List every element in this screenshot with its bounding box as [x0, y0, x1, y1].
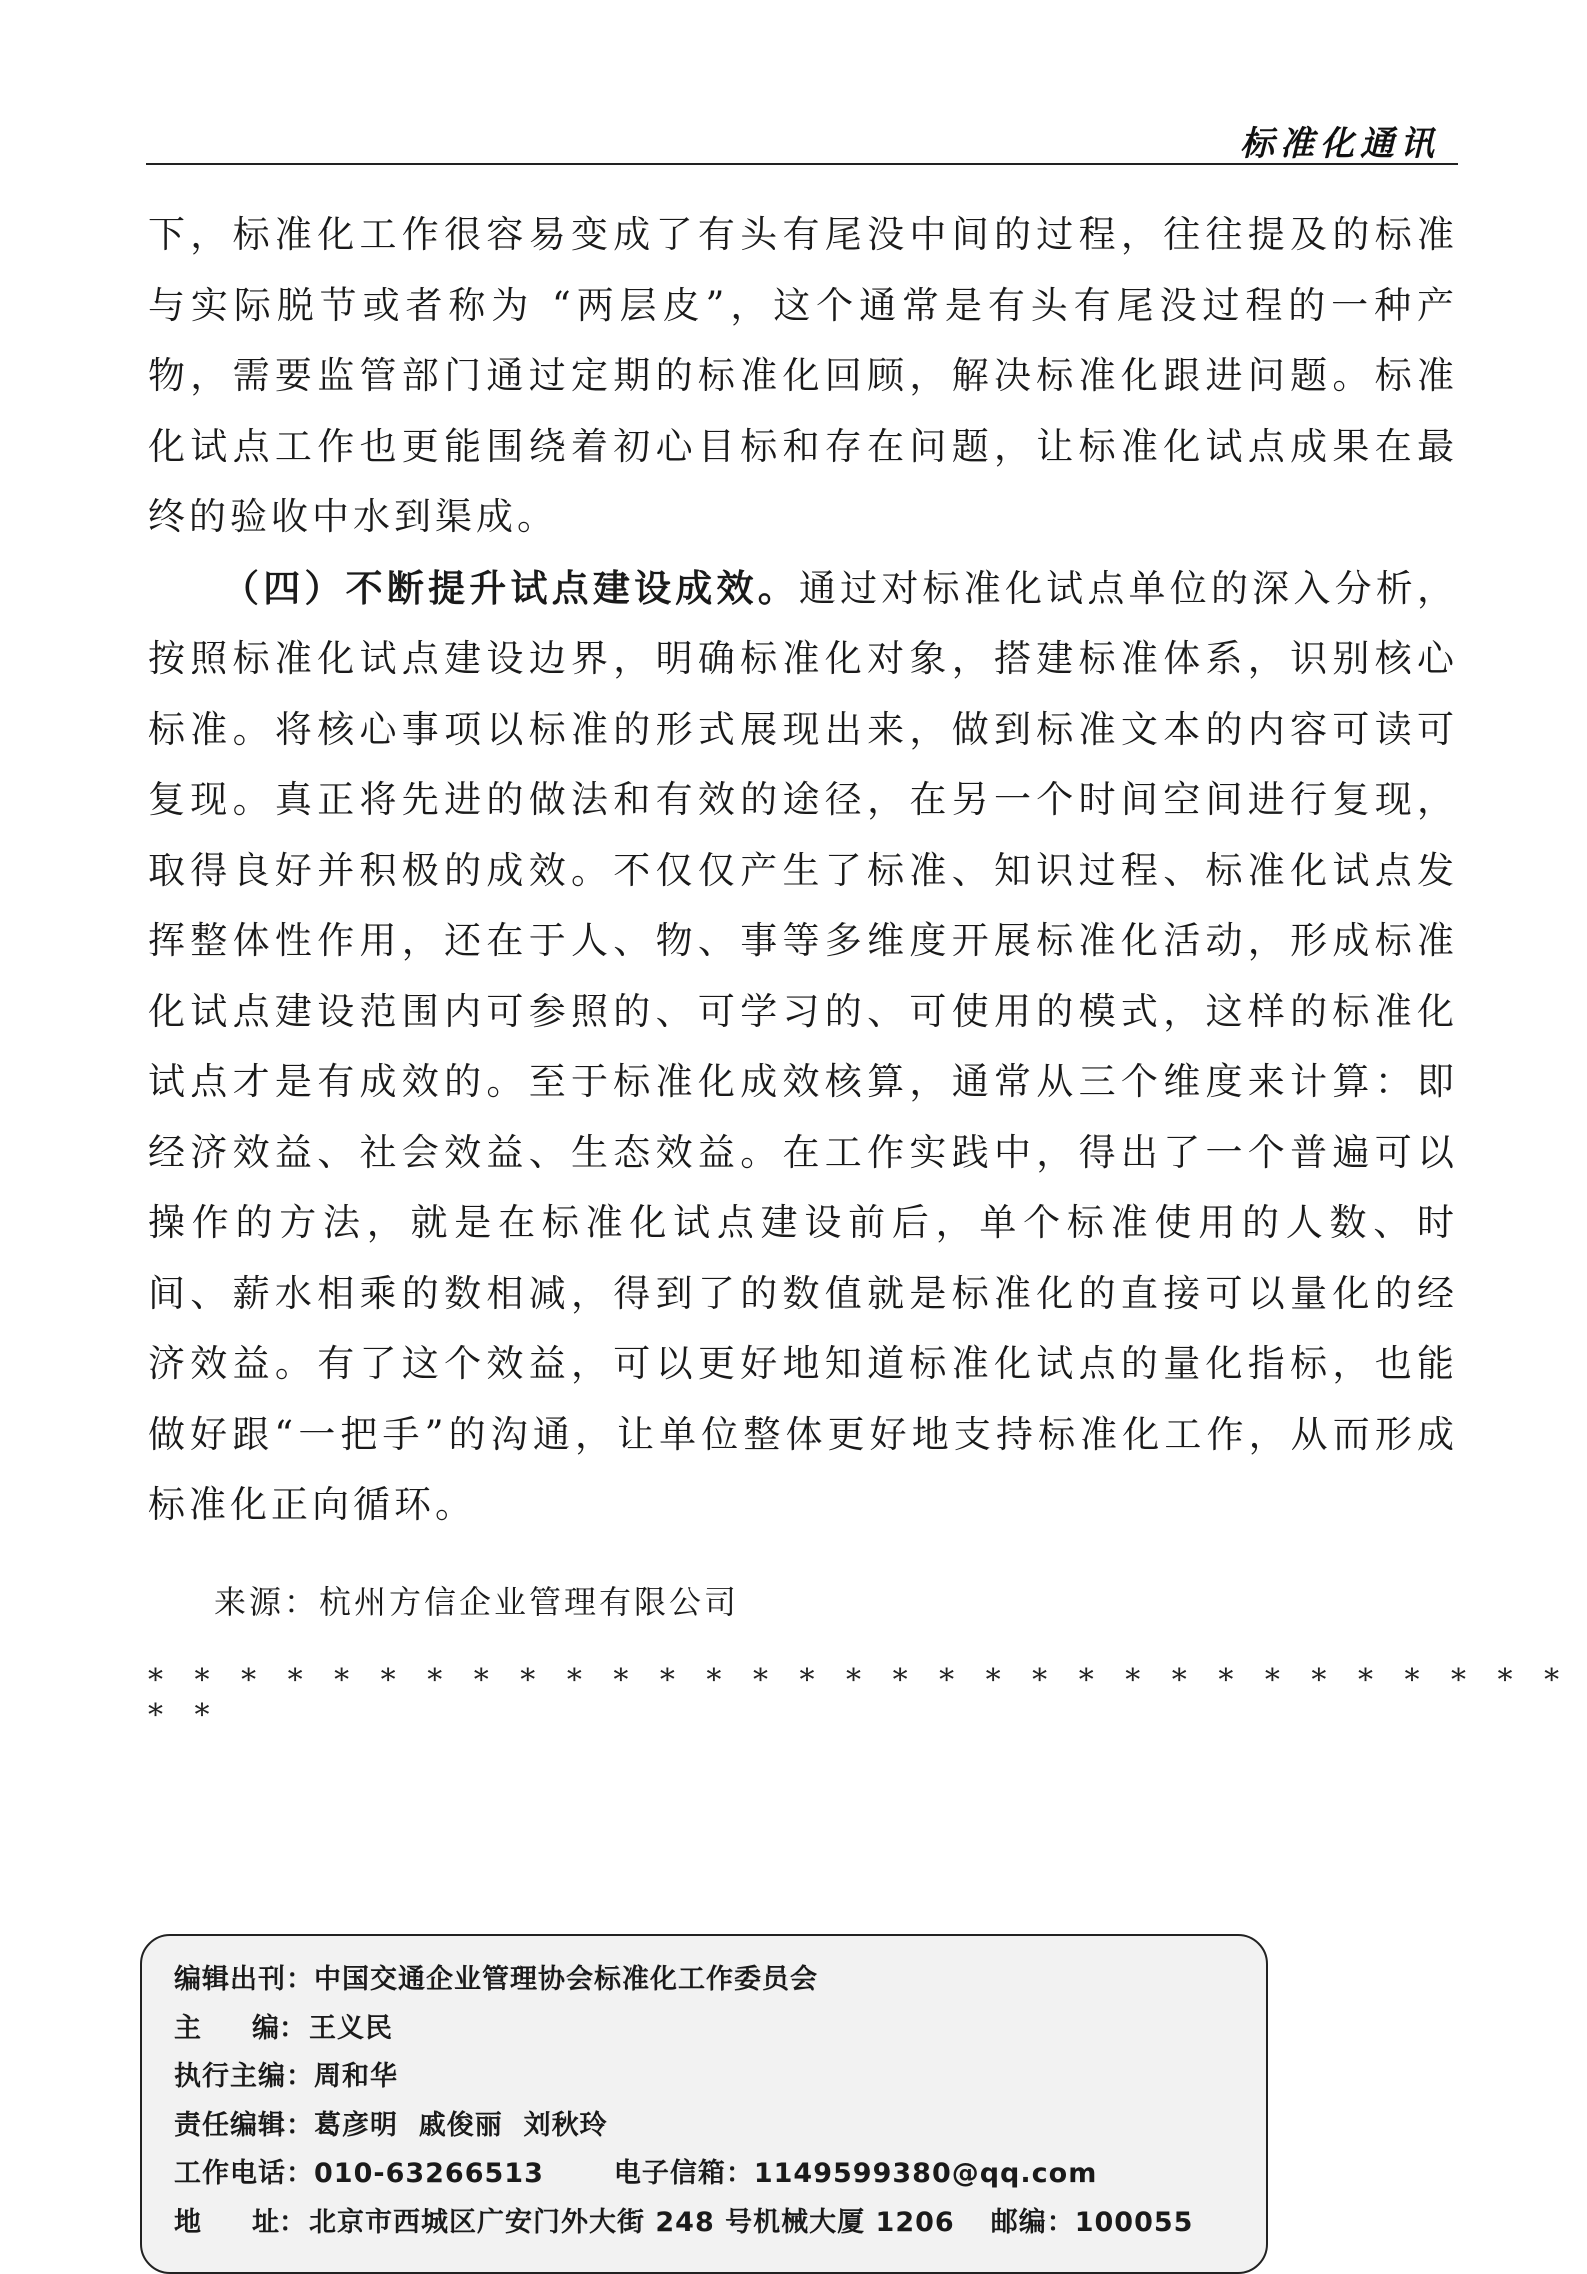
colophon-publisher-row	[174, 1956, 1266, 2005]
article-body	[148, 200, 1458, 1541]
section-four-heading: （四）不断提升试点建设成效。	[222, 565, 799, 610]
publisher-label: 编辑出刊：	[174, 1964, 314, 1995]
newsletter-title: 标准化通讯	[1240, 124, 1440, 164]
paragraph-section-four	[148, 553, 1458, 1541]
source-line: 来源：杭州方信企业管理有限公司	[214, 1583, 740, 1621]
email-value: 1149599380@qq.com	[753, 2158, 1098, 2189]
chief-value: 王义民	[309, 2012, 393, 2044]
colophon-box	[140, 1934, 1268, 2274]
exec-value: 周和华	[314, 2061, 398, 2092]
separator-stars: * * * * * * * * * * * * * * * * * * * * * * * * * * * * * * * * *	[148, 1663, 1571, 1733]
phone-label: 工作电话：	[174, 2158, 314, 2189]
publisher-value: 中国交通企业管理协会标准化工作委员会	[314, 1964, 818, 1995]
colophon-address-row	[174, 2199, 1266, 2248]
email-label: 电子信箱：	[613, 2158, 754, 2189]
section-four-text: 通过对标准化试点单位的深入分析，按照标准化试点建设边界，明确标准化对象，搭建标准体系，识别核心标准。将核心事项以标准的形式展现出来，做到标准文本的内容可读可复现。真正将先进的做法和有效的途径，在另一个时间空间进行复现，取得良好并积极的成效。不仅仅产生了标准、知识过程、标准化试点发挥整体性作用，还在于人、物、事等多维度开展标准化活动，形成标准化试点建设范围内可参照的、可学习的、可使用的模式，这样的标准化试点才是有成效的。至于标准化成效核算，通常从三个维度来计算：即经济效益、社会效益、生态效益。在工作实践中，得出了一个普遍可以操作的方法，就是在标准化试点建设前后，单个标准使用的人数、时间、薪水相乘的数相减，得到了的数值就是标准化的直接可以量化的经济效益。有了这个效益，可以更好地知道标准化试点的量化指标，也能做好跟“一把手”的沟通，让单位整体更好地支持标准化工作，从而形成标准化正向循环。	[148, 566, 1459, 1526]
colophon-contact-row	[174, 2150, 1266, 2199]
phone-value: 010-63266513	[314, 2158, 544, 2189]
address-label: 地 址：	[174, 2206, 306, 2238]
paragraph-continued: 下，标准化工作很容易变成了有头有尾没中间的过程，往往提及的标准与实际脱节或者称为 “两层皮”，这个通常是有头有尾没过程的一种产物，需要监管部门通过定期的标准化回顾，解决标准化跟进问题。标准化试点工作也更能围绕着初心目标和存在问题，让标准化试点成果在最终的验收中水到渠成。	[148, 213, 1458, 538]
postcode-label: 邮编：	[990, 2206, 1075, 2238]
editors-value: 葛彦明 戚俊丽 刘秋玲	[314, 2109, 608, 2141]
address-value: 北京市西城区广安门外大街 248 号机械大厦 1206	[309, 2206, 955, 2238]
header-divider	[146, 163, 1458, 165]
colophon-editors-row	[174, 2102, 1266, 2151]
colophon-chief-row	[174, 2005, 1266, 2054]
chief-label: 主 编：	[174, 2012, 306, 2044]
postcode-value: 100055	[1074, 2206, 1194, 2238]
colophon-exec-row	[174, 2053, 1266, 2102]
editors-label: 责任编辑：	[174, 2109, 314, 2141]
exec-label: 执行主编：	[174, 2061, 314, 2092]
